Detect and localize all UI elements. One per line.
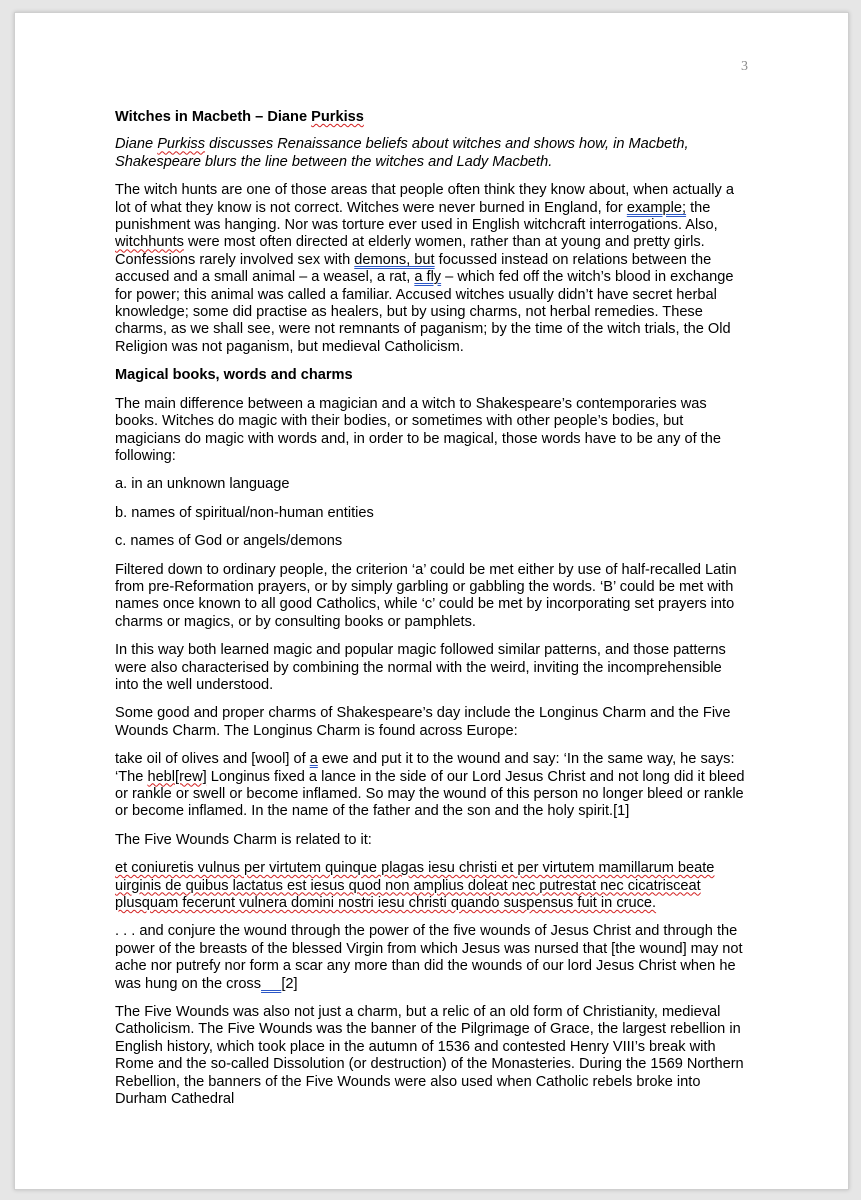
- paragraph-text: Longinus fixed a lance in the side of our Lord Jesus Christ and not long did it bleed or rankle or swell or become inflamed. So may the wound of this person no longer bleed or rankle or become inflamed. In the name of the father and the son and the holy spirit.[1]: [115, 768, 745, 820]
- paragraph-text: – which fed off the witch’s blood in exchange for power; this animal was called a familiar. Accused witches usually didn’t have secret herbal knowledge; some did practise as healers, but by using charms, not herbal remedies. These charms, as we shall see, were not remnants of paganism; by the time of the witch trials, the Old Religion was not paganism, but medieval Catholicism.: [115, 269, 734, 355]
- spelling-flag[interactable]: hebl[rew]: [147, 768, 207, 785]
- grammar-flag[interactable]: a fly: [414, 269, 442, 286]
- section-heading: Magical books, words and charms: [115, 367, 353, 384]
- paragraph-text: ewe and put it to the wound and say: ‘In the same way, he says: ‘The: [115, 751, 735, 785]
- footnote-ref: [2]: [281, 975, 298, 992]
- paragraph-text: take oil of olives and [wool] of: [115, 751, 310, 768]
- grammar-flag[interactable]: [261, 976, 281, 992]
- intro-text: Diane: [115, 136, 158, 153]
- spelling-flag[interactable]: witchhunts: [115, 234, 184, 251]
- paragraph-witch-hunts: [115, 182, 749, 356]
- spelling-flag[interactable]: Purkiss: [311, 109, 364, 125]
- paragraph-text: . . . and conjure the wound through the power of the five wounds of Jesus Christ and through the power of the breasts of the blessed Virgin from which Jesus was nursed that [the wound] may not ache nor putrefy nor form a scar any more than did the wounds of our lord Jesus Christ when he was hung on the cross: [115, 923, 743, 992]
- latin-charm[interactable]: et coniuretis vulnus per virtutem quinque plagas iesu christi et per virtutem mamillarum beate uirginis de quibus lactatus est iesus quod non amplius doleat nec putrestat nec cicatrisceat plusquam fecerunt vulnera domini nostri iesu christi quando suspensus fuit in cruce.: [115, 860, 715, 912]
- document-body[interactable]: [115, 109, 749, 1120]
- intro-text: discusses Renaissance beliefs about witches and shows how, in Macbeth, Shakespeare blurs the line between the witches and Lady Macbeth.: [115, 136, 689, 170]
- paragraph-five-wounds-history: The Five Wounds was also not just a charm, but a relic of an old form of Christianity, medieval Catholicism. The Five Wounds was the banner of the Pilgrimage of Grace, the largest rebellion in English history, which took place in the autumn of 1536 and contested Henry VIII’s break with Rome and the so-called Dissolution (or destruction) of the Monasteries. During the 1569 Northern Rebellion, the banners of the Five Wounds were also used when Catholic rebels broke into Durham Cathedral: [115, 1004, 744, 1108]
- list-item: b. names of spiritual/non-human entities: [115, 504, 374, 521]
- list-item: a. in an unknown language: [115, 476, 290, 493]
- paragraph-translation: [115, 923, 749, 993]
- paragraph-filtered: Filtered down to ordinary people, the criterion ‘a’ could be met either by use of half-recalled Latin from pre-Reformation prayers, or by simply garbling or gabbling the words. ‘B’ could be met with names once known to all good Catholics, while ‘c’ could be met by incorporating set prayers into charms or magics, or by consulting books or pamphlets.: [115, 561, 737, 630]
- paragraph-text: were most often directed at elderly women, rather than at young and pretty girls. Confessions rarely involved sex with: [115, 234, 705, 268]
- paragraph-text: the punishment was hanging. Nor was torture ever used in English witchcraft interrogations. Also,: [115, 199, 718, 234]
- document-title: [115, 109, 749, 126]
- page-number: 3: [741, 59, 748, 74]
- paragraph-charms: Some good and proper charms of Shakespeare’s day include the Longinus Charm and the Five Wounds Charm. The Longinus Charm is found across Europe:: [115, 705, 731, 739]
- paragraph-text: focussed instead on relations between the accused and a small animal – a weasel, a rat,: [115, 251, 712, 286]
- grammar-flag[interactable]: a: [309, 751, 318, 768]
- paragraph-longinus-charm: [115, 751, 749, 821]
- paragraph-patterns: In this way both learned magic and popular magic followed similar patterns, and those patterns were also characterised by combining the normal with the weird, inviting the incomprehensible into the well understood.: [115, 642, 726, 693]
- list-item: c. names of God or angels/demons: [115, 533, 343, 550]
- document-page: [14, 12, 849, 1190]
- spelling-flag[interactable]: Purkiss: [157, 136, 206, 153]
- intro-paragraph: [115, 136, 749, 171]
- grammar-flag[interactable]: example;: [626, 199, 687, 216]
- paragraph-five-wounds-intro: The Five Wounds Charm is related to it:: [115, 831, 372, 848]
- paragraph-text: The witch hunts are one of those areas that people often think they know about, when actually a lot of what they know is not correct. Witches were never burned in England, for: [115, 182, 735, 216]
- grammar-flag[interactable]: demons, but: [354, 251, 435, 268]
- paragraph-magician-witch: The main difference between a magician and a witch to Shakespeare’s contemporaries was books. Witches do magic with their bodies, or sometimes with other people’s bodies, but magicians do magic with words and, in order to be magical, those words have to be any of the following:: [115, 395, 721, 464]
- title-text: Witches in Macbeth – Diane: [115, 109, 312, 125]
